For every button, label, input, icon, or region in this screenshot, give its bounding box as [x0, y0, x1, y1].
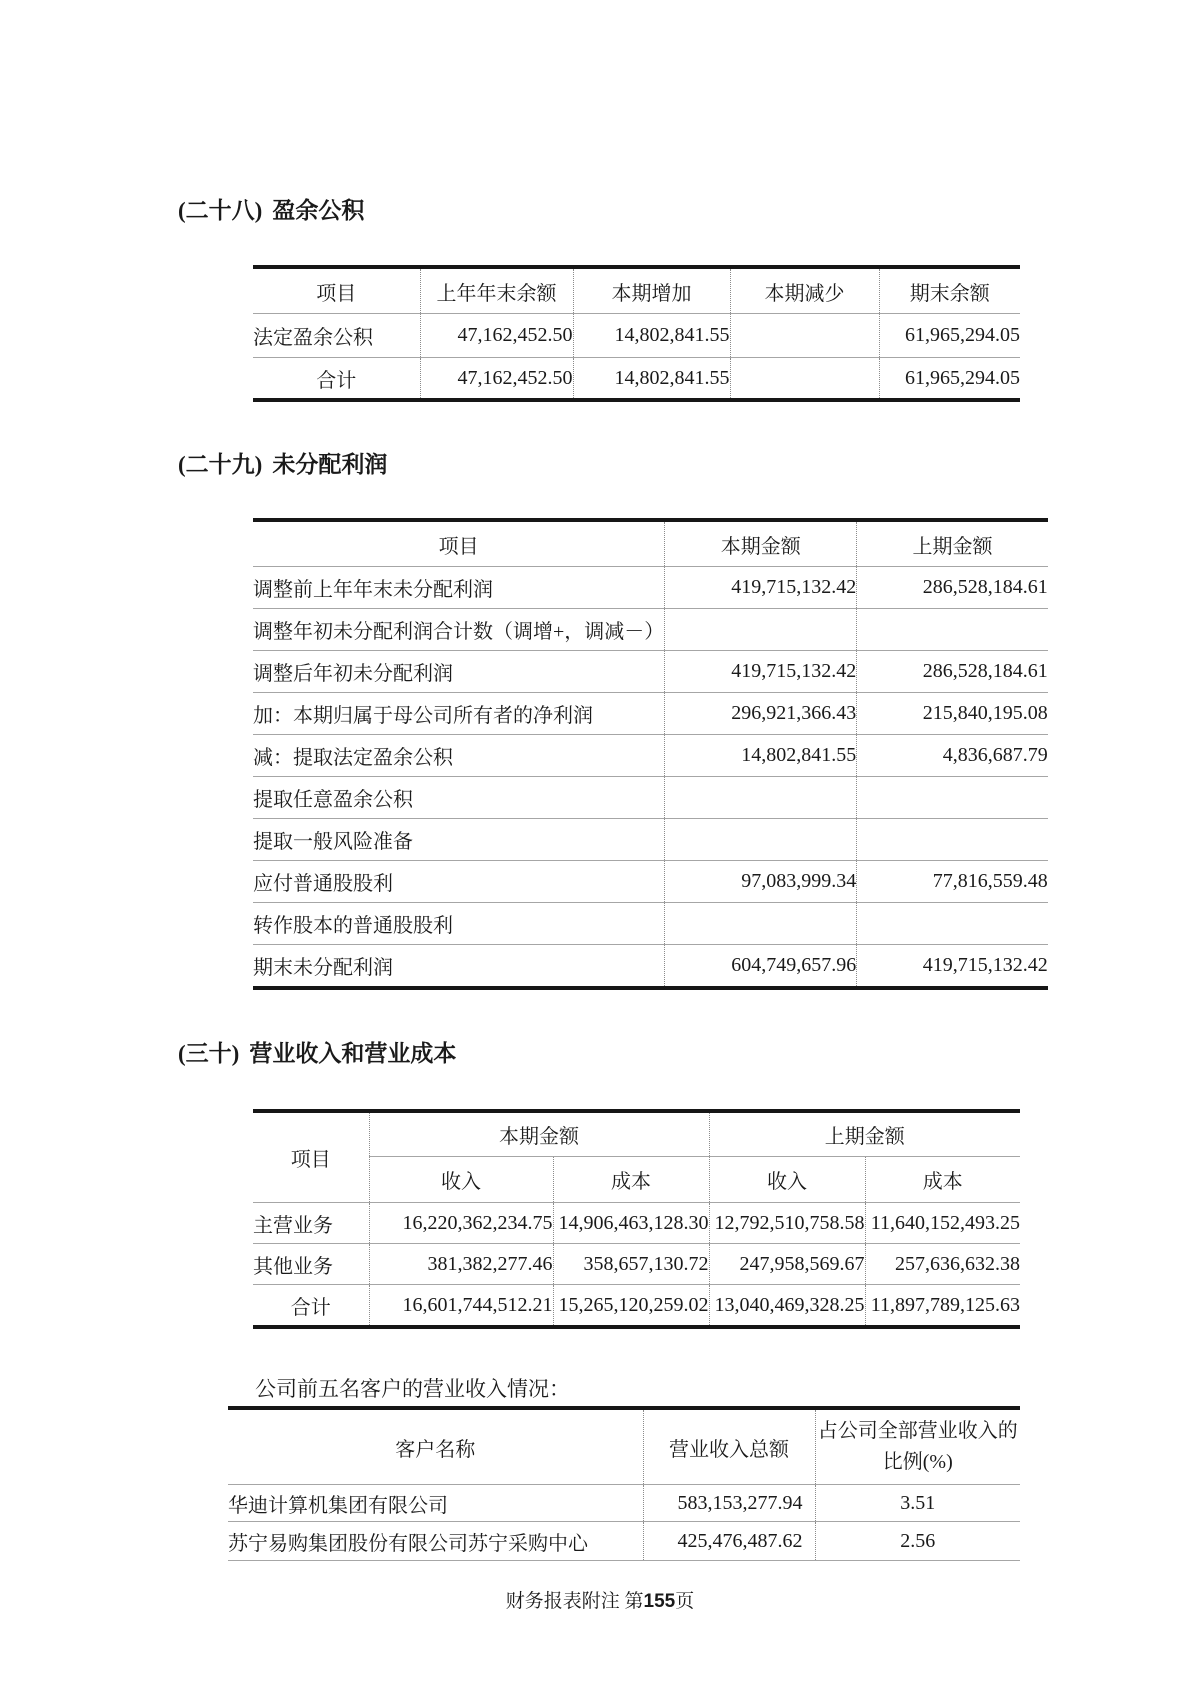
table-cell: 61,965,294.05 [879, 314, 1020, 358]
top-customers-intro: 公司前五名客户的营业收入情况： [255, 1377, 570, 1401]
table-cell [857, 609, 1048, 651]
table-cell: 11,640,152,493.25 [865, 1203, 1020, 1244]
header-cell: 项目 [253, 1111, 369, 1203]
table-cell: 286,528,184.61 [857, 651, 1048, 693]
table-cell: 47,162,452.50 [420, 358, 573, 401]
header-ratio-line1: 占公司全部营业收入的 [817, 1420, 1018, 1442]
table-cell: 425,476,487.62 [643, 1522, 815, 1561]
table-cell: 77,816,559.48 [857, 861, 1048, 903]
table-cell: 11,897,789,125.63 [865, 1285, 1020, 1328]
header-ratio-line2: 比例(%) [882, 1451, 953, 1473]
table-cell: 16,601,744,512.21 [369, 1285, 553, 1328]
table-cell: 358,657,130.72 [553, 1244, 709, 1285]
section-title: 营业收入和营业成本 [249, 1041, 457, 1066]
table-cell: 16,220,362,234.75 [369, 1203, 553, 1244]
table-row [253, 609, 1048, 651]
section-heading-undistributed-profit [178, 451, 1200, 479]
table-cell: 419,715,132.42 [665, 651, 857, 693]
table-cell: 419,715,132.42 [857, 945, 1048, 989]
customer-name: 华迪计算机集团有限公司 [228, 1485, 643, 1522]
table-header-row [228, 1408, 1020, 1485]
table-cell [857, 819, 1048, 861]
header-cell: 本期减少 [730, 267, 879, 314]
table-cell [665, 903, 857, 945]
table-row [253, 735, 1048, 777]
table-row [253, 861, 1048, 903]
row-label: 其他业务 [253, 1244, 369, 1285]
table-row [228, 1522, 1020, 1561]
table-cell: 257,636,632.38 [865, 1244, 1020, 1285]
table-total-row [253, 1285, 1020, 1328]
table-cell: 381,382,277.46 [369, 1244, 553, 1285]
table-cell: 419,715,132.42 [665, 567, 857, 609]
table-subheader-row [253, 1157, 1020, 1203]
table-row [253, 1244, 1020, 1285]
table-row [253, 567, 1048, 609]
table-cell [857, 903, 1048, 945]
row-label: 提取一般风险准备 [253, 819, 665, 861]
footer-label: 财务报表附注 第 [505, 1591, 644, 1612]
table-row [253, 693, 1048, 735]
table-cell: 583,153,277.94 [643, 1485, 815, 1522]
row-label: 转作股本的普通股股利 [253, 903, 665, 945]
table-cell [665, 819, 857, 861]
page-footer [0, 1590, 1200, 1614]
table-row [253, 314, 1020, 358]
table-cell: 61,965,294.05 [879, 358, 1020, 401]
table-cell: 47,162,452.50 [420, 314, 573, 358]
table-cell: 3.51 [815, 1485, 1020, 1522]
undistributed-profit-table [253, 518, 1048, 990]
header-cell: 上期金额 [857, 520, 1048, 567]
header-cell: 本期增加 [573, 267, 730, 314]
row-label: 应付普通股股利 [253, 861, 665, 903]
table-cell [857, 777, 1048, 819]
table-cell [665, 609, 857, 651]
header-cell-ratio [815, 1408, 1020, 1485]
table-row [253, 903, 1048, 945]
table-cell: 13,040,469,328.25 [709, 1285, 865, 1328]
row-label: 法定盈余公积 [253, 314, 420, 358]
table-cell: 296,921,366.43 [665, 693, 857, 735]
table-cell: 14,802,841.55 [573, 314, 730, 358]
table-cell: 215,840,195.08 [857, 693, 1048, 735]
header-cell: 营业收入总额 [643, 1408, 815, 1485]
row-label: 调整年初未分配利润合计数（调增+，调减－） [253, 609, 665, 651]
surplus-reserve-table [253, 265, 1020, 402]
table-cell [665, 777, 857, 819]
header-cell: 期末余额 [879, 267, 1020, 314]
table-cell [730, 314, 879, 358]
footer-label-suffix: 页 [675, 1591, 695, 1612]
section-title: 盈余公积 [272, 198, 365, 223]
table-cell: 286,528,184.61 [857, 567, 1048, 609]
section-heading-surplus-reserve [178, 197, 1200, 225]
header-cell-current-period: 本期金额 [369, 1111, 709, 1157]
header-cell: 项目 [253, 520, 665, 567]
header-cell-prior-period: 上期金额 [709, 1111, 1020, 1157]
section-number: (三十) [178, 1041, 240, 1066]
table-cell: 247,958,569.67 [709, 1244, 865, 1285]
row-label: 合计 [290, 1296, 331, 1319]
section-number: (二十八) [178, 198, 263, 223]
table-cell: 15,265,120,259.02 [553, 1285, 709, 1328]
table-cell: 4,836,687.79 [857, 735, 1048, 777]
row-label: 调整后年初未分配利润 [253, 651, 665, 693]
header-cell-income: 收入 [369, 1157, 553, 1203]
table-header-row [253, 267, 1020, 314]
header-cell-cost: 成本 [865, 1157, 1020, 1203]
row-label: 主营业务 [253, 1203, 369, 1244]
header-cell: 上年年末余额 [420, 267, 573, 314]
customer-name: 苏宁易购集团股份有限公司苏宁采购中心 [228, 1522, 643, 1561]
table-group-header-row [253, 1111, 1020, 1157]
row-label: 期末未分配利润 [253, 957, 393, 979]
table-total-row [253, 358, 1020, 401]
table-cell: 2.56 [815, 1522, 1020, 1561]
table-row [253, 651, 1048, 693]
table-total-row [253, 945, 1048, 989]
table-cell: 604,749,657.96 [665, 945, 857, 989]
row-label: 加：本期归属于母公司所有者的净利润 [253, 693, 665, 735]
row-label: 提取任意盈余公积 [253, 777, 665, 819]
table-cell: 12,792,510,758.58 [709, 1203, 865, 1244]
section-heading-revenue-cost [178, 1040, 1200, 1068]
table-row [228, 1485, 1020, 1522]
header-cell-income: 收入 [709, 1157, 865, 1203]
table-cell: 14,906,463,128.30 [553, 1203, 709, 1244]
header-cell: 项目 [253, 267, 420, 314]
footer-page-number: 155 [643, 1591, 676, 1612]
header-cell: 客户名称 [228, 1408, 643, 1485]
revenue-cost-table [253, 1109, 1020, 1329]
table-row [253, 1203, 1020, 1244]
table-cell: 14,802,841.55 [665, 735, 857, 777]
table-row [253, 777, 1048, 819]
row-label: 调整前上年年末未分配利润 [253, 567, 665, 609]
table-cell: 14,802,841.55 [573, 358, 730, 401]
header-cell-cost: 成本 [553, 1157, 709, 1203]
top-customers-table [228, 1406, 1020, 1561]
section-title: 未分配利润 [272, 452, 388, 477]
row-label: 合计 [316, 369, 357, 392]
table-cell: 97,083,999.34 [665, 861, 857, 903]
table-row [253, 819, 1048, 861]
row-label: 减：提取法定盈余公积 [253, 735, 665, 777]
header-cell: 本期金额 [665, 520, 857, 567]
section-number: (二十九) [178, 452, 263, 477]
table-header-row [253, 520, 1048, 567]
table-cell [730, 358, 879, 401]
